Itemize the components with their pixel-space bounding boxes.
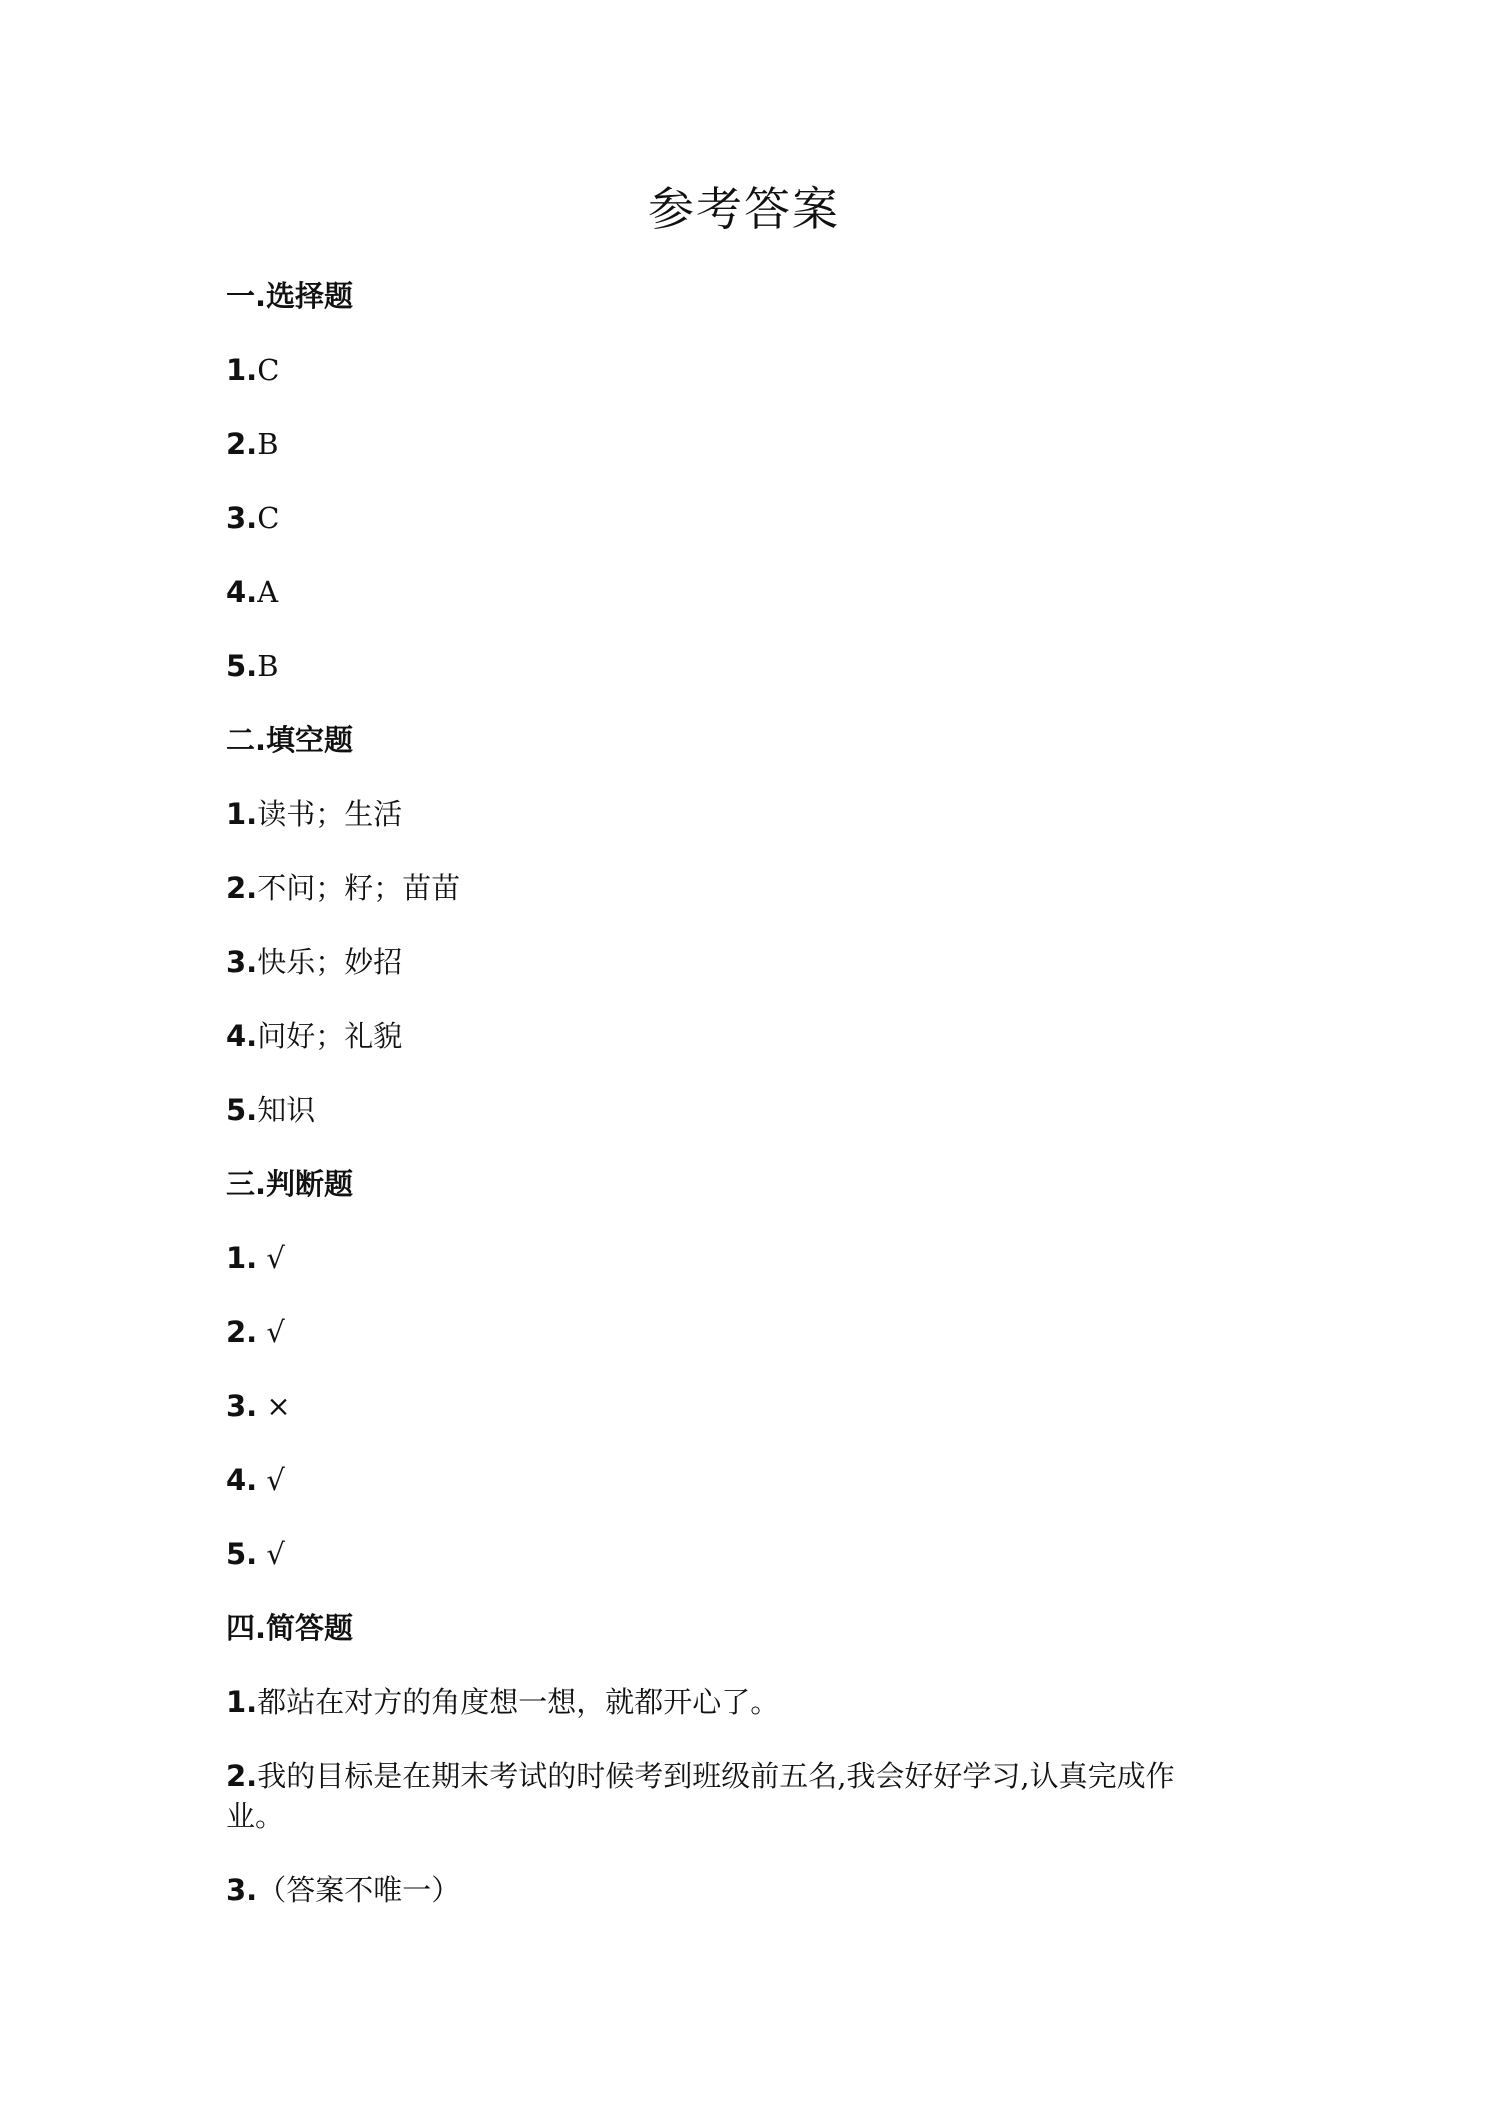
item-answer: 都站在对方的角度想一想，就都开心了。 (257, 1685, 780, 1719)
list-item (226, 572, 1236, 612)
item-number: 2. (226, 427, 258, 461)
item-number: 1. (226, 797, 258, 831)
section-heading-choice: 一.选择题 (226, 279, 354, 313)
section-heading-true-false: 三.判断题 (226, 1167, 354, 1201)
item-answer: 读书；生活 (257, 797, 403, 831)
item-number: 3. (226, 1389, 258, 1423)
cross-mark: × (266, 1389, 291, 1423)
list-item (226, 1238, 1236, 1278)
list-item (226, 1386, 1236, 1426)
check-mark: √ (266, 1315, 285, 1349)
item-answer: C (257, 353, 280, 387)
list-item (226, 646, 1236, 686)
list-item (226, 1312, 1236, 1352)
section-heading-fill-blank: 二.填空题 (226, 723, 354, 757)
list-item (226, 1534, 1236, 1574)
item-number: 3. (226, 501, 258, 535)
page-title: 参考答案 (648, 182, 840, 236)
item-answer: B (257, 649, 279, 683)
item-answer: C (257, 501, 280, 535)
list-item (226, 794, 1236, 834)
item-answer: A (257, 575, 279, 609)
list-item (226, 1682, 1236, 1722)
item-number: 4. (226, 575, 258, 609)
item-number: 3. (226, 1873, 258, 1907)
item-number: 2. (226, 871, 258, 905)
item-answer: 快乐；妙招 (257, 945, 403, 979)
item-number: 5. (226, 1537, 258, 1571)
item-answer: 不问；籽；苗苗 (257, 871, 461, 905)
list-item (226, 1756, 1226, 1836)
list-item (226, 1870, 1236, 1910)
item-number: 5. (226, 649, 258, 683)
check-mark: √ (266, 1241, 285, 1275)
section-heading-short-answer: 四.简答题 (226, 1611, 354, 1645)
check-mark: √ (266, 1537, 285, 1571)
item-number: 2. (226, 1315, 258, 1349)
list-item (226, 1090, 1236, 1130)
list-item (226, 424, 1236, 464)
item-answer: 我的目标是在期末考试的时候考到班级前五名,我会好好学习,认真完成作业。 (226, 1759, 1175, 1833)
item-number: 4. (226, 1019, 258, 1053)
list-item (226, 868, 1236, 908)
item-number: 1. (226, 1685, 258, 1719)
item-number: 3. (226, 945, 258, 979)
list-item (226, 942, 1236, 982)
item-number: 4. (226, 1463, 258, 1497)
item-number: 2. (226, 1759, 258, 1793)
item-number: 5. (226, 1093, 258, 1127)
item-answer: 问好；礼貌 (257, 1019, 403, 1053)
item-number: 1. (226, 353, 258, 387)
check-mark: √ (266, 1463, 285, 1497)
item-answer: 知识 (257, 1093, 316, 1127)
item-number: 1. (226, 1241, 258, 1275)
list-item (226, 498, 1236, 538)
item-answer: B (257, 427, 279, 461)
list-item (226, 1016, 1236, 1056)
item-answer: （答案不唯一） (257, 1873, 461, 1907)
list-item (226, 350, 1236, 390)
list-item (226, 1460, 1236, 1500)
